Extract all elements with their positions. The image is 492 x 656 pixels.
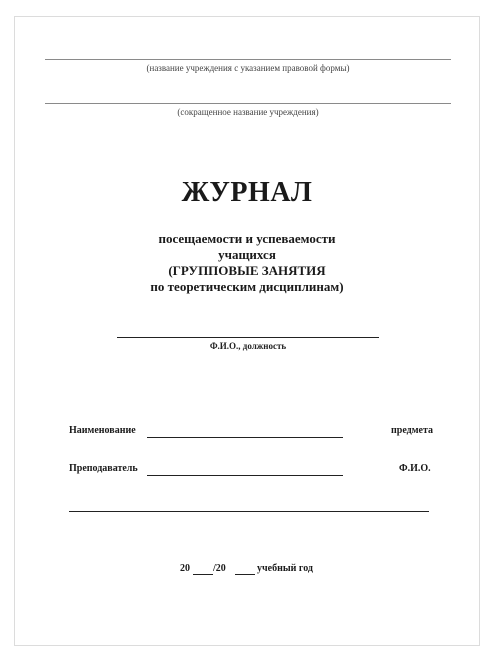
year-start-blank [193,574,213,575]
page-title: ЖУРНАЛ [181,177,313,208]
teacher-extra-line [69,511,429,512]
short-name-line [45,103,451,104]
teacher-suffix: Ф.И.О. [399,463,431,474]
position-caption: Ф.И.О., должность [209,341,287,351]
year-end-blank [235,574,255,575]
teacher-line [147,475,343,476]
year-suffix: учебный год [257,563,313,574]
teacher-label: Преподаватель [69,463,138,474]
subject-label: Наименование [69,425,136,436]
subtitle-line-2: учащихся [218,247,276,262]
subject-line [147,437,343,438]
year-separator: /20 [213,563,226,574]
short-name-caption: (сокращенное название учреждения) [177,107,319,117]
subject-suffix: предмета [391,425,433,436]
subtitle-line-3: (ГРУППОВЫЕ ЗАНЯТИЯ [168,263,326,278]
subtitle-line-4: по теоретическим дисциплинам) [150,279,344,294]
position-line [117,337,379,338]
org-form-caption: (название учреждения с указанием правовой формы) [146,63,350,73]
org-name-line [45,59,451,60]
year-prefix: 20 [180,563,190,574]
subtitle-line-1: посещаемости и успеваемости [158,231,336,246]
journal-cover-page [14,16,480,646]
